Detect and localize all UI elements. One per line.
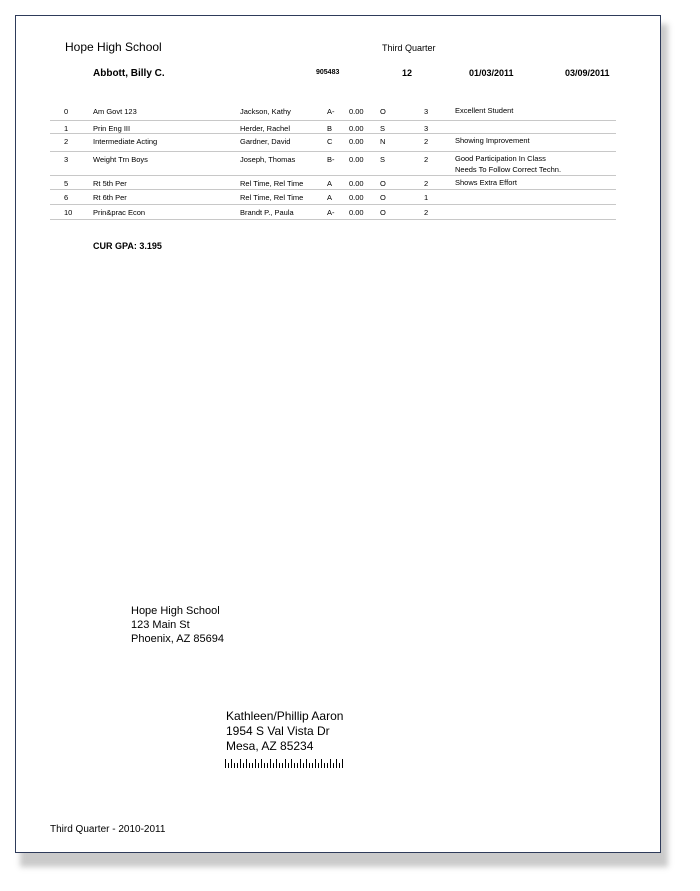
barcode-bar <box>330 759 331 768</box>
barcode-bar <box>339 763 340 768</box>
credit-value: 2 <box>424 208 429 217</box>
course-name: Am Govt 123 <box>93 107 137 116</box>
course-mark: B <box>327 124 333 133</box>
course-mark: B- <box>327 155 335 164</box>
recipient-address-line: Mesa, AZ 85234 <box>226 739 314 753</box>
credit-value: 2 <box>424 179 429 188</box>
recipient-address-line: Kathleen/Phillip Aaron <box>226 709 344 723</box>
work-habit: O <box>380 107 386 116</box>
comment-line: Shows Extra Effort <box>455 178 517 187</box>
teacher-name: Herder, Rachel <box>240 124 291 133</box>
teacher-name: Jackson, Kathy <box>240 107 291 116</box>
teacher-name: Rel Time, Rel Time <box>240 179 304 188</box>
teacher-name: Gardner, David <box>240 137 291 146</box>
recipient-address <box>226 709 343 754</box>
course-name: Prin Eng III <box>93 124 131 133</box>
barcode-bar <box>288 763 289 768</box>
school-name: Hope High School <box>65 40 162 54</box>
teacher-name: Rel Time, Rel Time <box>240 193 304 202</box>
course-comments <box>455 153 561 175</box>
course-period: 2 <box>64 137 69 146</box>
barcode-bar <box>264 763 265 768</box>
barcode-bar <box>276 759 277 768</box>
table-row <box>50 152 616 176</box>
barcode-bar <box>321 759 322 768</box>
barcode-bar <box>237 763 238 768</box>
citizenship-value: 0.00 <box>349 179 364 188</box>
barcode-bar <box>279 763 280 768</box>
course-name: Rt 5th Per <box>93 179 127 188</box>
citizenship-value: 0.00 <box>349 137 364 146</box>
course-comments <box>455 135 530 146</box>
course-period: 10 <box>64 208 73 217</box>
course-period: 0 <box>64 107 69 116</box>
work-habit: S <box>380 124 386 133</box>
citizenship-value: 0.00 <box>349 124 364 133</box>
work-habit: S <box>380 155 386 164</box>
course-name: Prin&prac Econ <box>93 208 146 217</box>
course-period: 1 <box>64 124 69 133</box>
barcode-bar <box>297 763 298 768</box>
barcode-bar <box>324 763 325 768</box>
citizenship-value: 0.00 <box>349 208 364 217</box>
barcode-bar <box>246 759 247 768</box>
barcode-bar <box>225 759 226 768</box>
barcode-bar <box>258 763 259 768</box>
barcode-bar <box>312 763 313 768</box>
postal-barcode <box>225 759 345 768</box>
barcode-bar <box>249 763 250 768</box>
teacher-name: Joseph, Thomas <box>240 155 296 164</box>
footer-term: Third Quarter - 2010-2011 <box>50 824 166 835</box>
course-mark: A- <box>327 208 335 217</box>
barcode-bar <box>327 763 328 768</box>
barcode-bar <box>255 759 256 768</box>
barcode-bar <box>234 763 235 768</box>
barcode-bar <box>267 763 268 768</box>
barcode-bar <box>318 763 319 768</box>
credit-value: 2 <box>424 137 429 146</box>
teacher-name: Brandt P., Paula <box>240 208 294 217</box>
barcode-bar <box>261 759 262 768</box>
course-table <box>50 104 616 220</box>
course-mark: C <box>327 137 333 146</box>
barcode-bar <box>243 763 244 768</box>
barcode-bar <box>333 763 334 768</box>
table-row <box>50 190 616 205</box>
course-name: Intermediate Acting <box>93 137 158 146</box>
barcode-bar <box>285 759 286 768</box>
barcode-bar <box>282 763 283 768</box>
comment-line: Needs To Follow Correct Techn. <box>455 165 562 174</box>
course-comments <box>455 105 513 116</box>
barcode-bar <box>309 763 310 768</box>
barcode-bar <box>273 763 274 768</box>
return-address-line: Hope High School <box>131 605 220 617</box>
course-period: 6 <box>64 193 69 202</box>
barcode-bar <box>303 763 304 768</box>
start-date: 01/03/2011 <box>469 68 514 78</box>
grade-level: 12 <box>402 68 413 78</box>
work-habit: N <box>380 137 386 146</box>
credit-value: 3 <box>424 107 429 116</box>
course-period: 5 <box>64 179 69 188</box>
work-habit: O <box>380 208 386 217</box>
course-mark: A <box>327 193 333 202</box>
barcode-bar <box>315 759 316 768</box>
course-name: Rt 6th Per <box>93 193 127 202</box>
table-row <box>50 121 616 134</box>
barcode-bar <box>252 763 253 768</box>
work-habit: O <box>380 179 386 188</box>
barcode-bar <box>291 759 292 768</box>
course-comments <box>455 177 517 188</box>
comment-line: Good Participation In Class <box>455 154 546 163</box>
gpa-value: CUR GPA: 3.195 <box>93 241 162 251</box>
credit-value: 1 <box>424 193 429 202</box>
barcode-bar <box>270 759 271 768</box>
citizenship-value: 0.00 <box>349 193 364 202</box>
student-name: Abbott, Billy C. <box>93 68 165 79</box>
barcode-bar <box>342 759 343 768</box>
return-address-line: Phoenix, AZ 85694 <box>131 633 224 645</box>
barcode-bar <box>294 763 295 768</box>
barcode-bar <box>336 759 337 768</box>
barcode-bar <box>231 759 232 768</box>
term-label: Third Quarter <box>382 43 436 53</box>
course-mark: A <box>327 179 333 188</box>
course-name: Weight Trn Boys <box>93 155 148 164</box>
barcode-bar <box>300 759 301 768</box>
citizenship-value: 0.00 <box>349 107 364 116</box>
return-address-line: 123 Main St <box>131 619 190 631</box>
barcode-bar <box>306 759 307 768</box>
table-row <box>50 176 616 190</box>
work-habit: O <box>380 193 386 202</box>
comment-line: Excellent Student <box>455 106 514 115</box>
report-card-page <box>15 15 661 853</box>
citizenship-value: 0.00 <box>349 155 364 164</box>
comment-line: Showing Improvement <box>455 136 530 145</box>
barcode-bar <box>240 759 241 768</box>
barcode-bar <box>228 763 229 768</box>
course-period: 3 <box>64 155 69 164</box>
credit-value: 2 <box>424 155 429 164</box>
credit-value: 3 <box>424 124 429 133</box>
course-mark: A- <box>327 107 335 116</box>
return-address <box>131 604 224 646</box>
end-date: 03/09/2011 <box>565 68 610 78</box>
table-row <box>50 134 616 152</box>
table-row <box>50 104 616 121</box>
student-id: 905483 <box>316 69 340 76</box>
recipient-address-line: 1954 S Val Vista Dr <box>226 724 330 738</box>
table-row <box>50 205 616 220</box>
